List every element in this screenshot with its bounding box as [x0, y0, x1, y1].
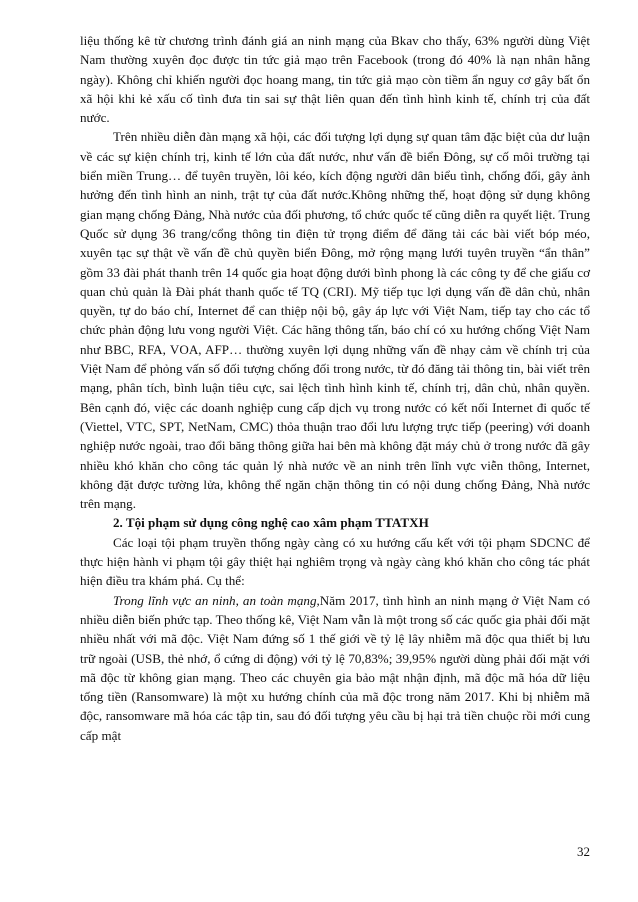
- subsection-text: Năm 2017, tình hình an ninh mạng ở Việt Nam có nhiều diễn biến phức tạp. Theo thống kê, Việt Nam vẫn là một trong số các quốc gia phải đối mặt nhiều nhất với mã độc. Việt Nam đứng số 1 thế giới về tỷ lệ lây nhiễm mã độc qua thiết bị lưu trữ ngoài (USB, thẻ nhớ, ổ cứng di động) với tỷ lệ 70,83%; 39,95% người dùng phải đối mặt với mã độc từ không gian mạng. Theo các chuyên gia bảo mật nhận định, mã độc mã hóa dữ liệu tống tiền (Ransomware) là một xu hướng chính của mã độc trong năm 2017. Khi bị nhiễm mã độc, ransomware mã hóa các tập tin, sau đó đối tượng yêu cầu bị hại trả tiền chuộc rồi mới cung cấp mật: [80, 592, 590, 743]
- section-heading: 2. Tội phạm sử dụng công nghệ cao xâm phạm TTATXH: [113, 515, 429, 531]
- paragraph-social-media: Trên nhiều diễn đàn mạng xã hội, các đối tượng lợi dụng sự quan tâm đặc biệt của dư luận về các sự kiện chính trị, kinh tế lớn của đất nước, như vấn đề biển Đông, sự cố môi trường tại biển miền Trung… để tuyên truyền, lôi kéo, kích động người dân biểu tình, chống đối, gây ảnh hưởng đến tình hình an ninh, trật tự của đất nước.Không những thế, hoạt động sử dụng không gian mạng chống Đảng, Nhà nước của đối phương, tổ chức quốc tế cũng diễn ra quyết liệt. Trung Quốc sử dụng 36 trang/cổng thông tin điện tử trọng điểm để đăng tải các bài viết bóp méo, xuyên tạc sự thật về vấn đề chủ quyền biển Đông, mở rộng mạng lưới tuyên truyền “ẩn thân” gồm 33 đài phát thanh trên 14 quốc gia hoạt động dưới bình phong là các công ty để che giấu cơ quan chủ quản là Đài phát thanh quốc tế TQ (CRI). Mỹ tiếp tục lợi dụng vấn đề dân chủ, nhân quyền, tự do báo chí, Internet để can thiệp nội bộ, gây áp lực với Việt Nam, tiếp tay cho các tổ chức phản động lưu vong người Việt. Các hãng thông tấn, báo chí có xu hướng chống Việt Nam như BBC, RFA, VOA, AFP… thường xuyên lợi dụng những vấn đề nhạy cảm về chính trị của Việt Nam để phỏng vấn số đối tượng chống đối trong nước, từ đó đăng tải thông tin, bài viết trên mạng, phân tích, bình luận tiêu cực, sai lệch tình hình kinh tế, chính trị, dân chủ, nhân quyền. Bên cạnh đó, việc các doanh nghiệp cung cấp dịch vụ trong nước có kết nối Internet đi quốc tế (Viettel, VTC, SPT, NetNam, CMC) thỏa thuận trao đổi lưu lượng trực tiếp (peering) với doanh nghiệp nước ngoài, trao đổi băng thông giữa hai bên mà không đặt máy chủ ở trong nước đã gây nhiều khó khăn cho công tác quản lý nhà nước về an ninh trên lĩnh vực viễn thông, Internet, không đặt được tường lửa, không thể ngăn chặn thông tin có nội dung chống Đảng, Nhà nước trên mạng.: [80, 129, 590, 512]
- subsection-paragraph: [80, 591, 590, 745]
- section-intro-paragraph: Các loại tội phạm truyền thống ngày càng có xu hướng cấu kết với tội phạm SDCNC để thực hiện hành vi phạm tội gây thiệt hại nghiêm trọng và ngày càng khó khăn cho công tác phát hiện điều tra khám phá. Cụ thể:: [80, 534, 590, 589]
- page-number: 32: [577, 844, 590, 859]
- paragraph-continued: liệu thống kê từ chương trình đánh giá an ninh mạng của Bkav cho thấy, 63% người dùng Việt Nam thường xuyên đọc được tin tức giả mạo trên Facebook (trong đó 40% là nạn nhân hằng ngày). Không chỉ khiến người đọc hoang mang, tin tức giả mạo còn tiềm ẩn nguy cơ gây bất ổn xã hội khi kẻ xấu cố tình đưa tin sai sự thật liên quan đến tình hình kinh tế, chính trị của đất nước.: [80, 33, 590, 126]
- subsection-label: Trong lĩnh vực an ninh, an toàn mạng,: [113, 592, 320, 608]
